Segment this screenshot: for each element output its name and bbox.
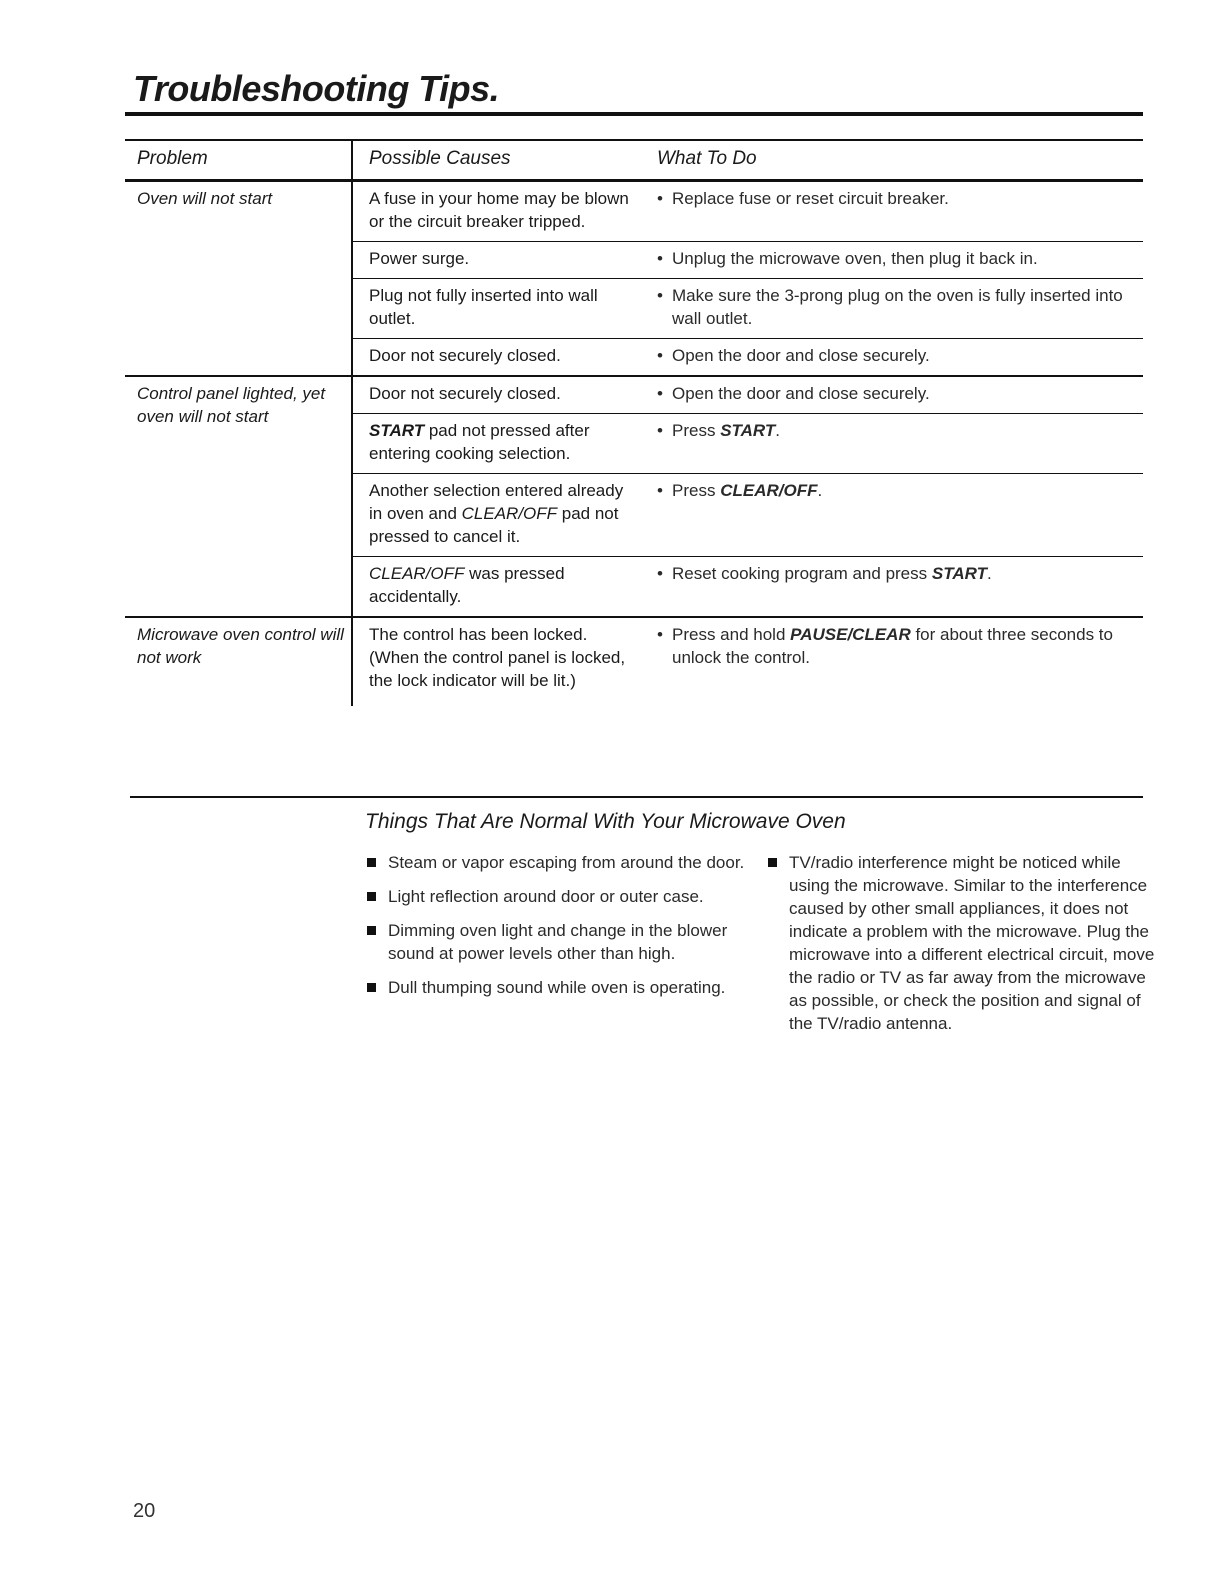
todo-text: Reset cooking program and press	[672, 564, 932, 583]
todo-text: Press	[672, 421, 721, 440]
problem-group-control-panel-lighted	[125, 377, 1143, 618]
todo-cell	[672, 562, 992, 585]
bullet-icon: •	[657, 421, 663, 440]
table-row	[353, 182, 1143, 242]
square-bullet-icon	[768, 858, 777, 867]
problem-label: Control panel lighted, yet oven will not start	[137, 384, 326, 426]
problem-label: Microwave oven control will not work	[137, 625, 344, 667]
key-name: CLEAR/OFF	[720, 481, 818, 500]
key-name: CLEAR/OFF	[369, 564, 465, 583]
table-row	[353, 414, 1143, 474]
normal-section-title: Things That Are Normal With Your Microwave Oven	[365, 810, 846, 833]
bullet-icon: •	[657, 249, 663, 268]
bullet-icon: •	[657, 286, 663, 305]
table-header	[125, 141, 1143, 182]
table-row	[353, 339, 1143, 375]
title-rule	[125, 112, 1143, 116]
header-possible-causes: Possible Causes	[351, 141, 641, 179]
todo-text: .	[817, 481, 823, 500]
bullet-icon: •	[657, 625, 663, 644]
todo-cell: Open the door and close securely.	[672, 346, 930, 365]
problem-group-oven-will-not-start	[125, 182, 1143, 377]
bullet-icon: •	[657, 564, 663, 583]
list-item-text: Steam or vapor escaping from around the door.	[388, 853, 745, 872]
page-title: Troubleshooting Tips.	[133, 68, 500, 109]
list-item	[365, 976, 745, 999]
section-rule	[130, 796, 1143, 798]
cause-cell: Door not securely closed.	[369, 346, 561, 365]
todo-text: Press and hold	[672, 625, 791, 644]
todo-cell: Unplug the microwave oven, then plug it back in.	[672, 249, 1038, 268]
header-what-to-do: What To Do	[657, 148, 757, 169]
square-bullet-icon	[367, 858, 376, 867]
todo-text: for about three seconds to unlock the control.	[672, 625, 1113, 667]
cause-text: was pressed accidentally.	[369, 564, 565, 606]
table-row	[353, 557, 1143, 616]
list-item-text: TV/radio interference might be noticed while using the microwave. Similar to the interference caused by other small appliances, it does not indicate a problem with the microwave. Plug the microwave into a different electrical circuit, move the radio or TV as far away from the microwave as possible, or check the position and signal of the TV/radio antenna.	[789, 853, 1155, 1033]
bullet-icon: •	[657, 384, 663, 403]
table-row	[353, 618, 1143, 706]
list-item	[766, 851, 1156, 1035]
todo-cell: Replace fuse or reset circuit breaker.	[672, 189, 949, 208]
cause-text: pad not pressed after entering cooking selection.	[369, 421, 590, 463]
key-name: START	[931, 564, 987, 583]
table-row	[353, 242, 1143, 279]
todo-text: .	[775, 421, 781, 440]
cause-cell: A fuse in your home may be blown or the circuit breaker tripped.	[369, 189, 629, 231]
problem-label: Oven will not start	[137, 189, 273, 208]
key-name: START	[369, 421, 425, 440]
todo-cell	[672, 479, 822, 502]
list-item	[365, 919, 745, 965]
list-item-text: Dull thumping sound while oven is operating.	[388, 978, 726, 997]
bullet-icon: •	[657, 189, 663, 208]
page-number: 20	[133, 1500, 156, 1522]
list-item-text: Dimming oven light and change in the blower sound at power levels other than high.	[388, 921, 728, 963]
table-row	[353, 279, 1143, 339]
list-item-text: Light reflection around door or outer case.	[388, 887, 704, 906]
table-row	[353, 377, 1143, 414]
list-item	[365, 851, 745, 874]
cause-cell: Power surge.	[369, 249, 470, 268]
normal-list-right	[766, 851, 1156, 1046]
bullet-icon: •	[657, 346, 663, 365]
normal-list-left	[365, 851, 745, 1010]
key-name: CLEAR/OFF	[461, 504, 558, 523]
key-name: START	[720, 421, 776, 440]
header-problem: Problem	[137, 148, 208, 169]
todo-cell: Make sure the 3-prong plug on the oven is fully inserted into wall outlet.	[672, 286, 1123, 328]
cause-cell: The control has been locked. (When the control panel is locked, the lock indicator will be lit.)	[369, 625, 626, 690]
cause-cell: Door not securely closed.	[369, 384, 561, 403]
todo-text: .	[986, 564, 992, 583]
todo-text: Press	[672, 481, 721, 500]
problem-group-control-will-not-work	[125, 618, 1143, 706]
cause-text: pad not pressed to cancel it.	[369, 504, 619, 546]
list-item	[365, 885, 745, 908]
cause-cell	[353, 562, 641, 608]
square-bullet-icon	[367, 926, 376, 935]
square-bullet-icon	[367, 892, 376, 901]
todo-cell	[672, 419, 780, 442]
troubleshooting-table	[125, 139, 1143, 706]
bullet-icon: •	[657, 481, 663, 500]
cause-cell	[353, 419, 641, 465]
key-name: PAUSE/CLEAR	[790, 625, 911, 644]
square-bullet-icon	[367, 983, 376, 992]
todo-cell	[672, 623, 1137, 669]
todo-cell: Open the door and close securely.	[672, 384, 930, 403]
cause-cell	[353, 479, 641, 548]
cause-cell: Plug not fully inserted into wall outlet.	[369, 286, 598, 328]
cause-text: Another selection entered already in oven and	[369, 481, 624, 523]
table-row	[353, 474, 1143, 557]
